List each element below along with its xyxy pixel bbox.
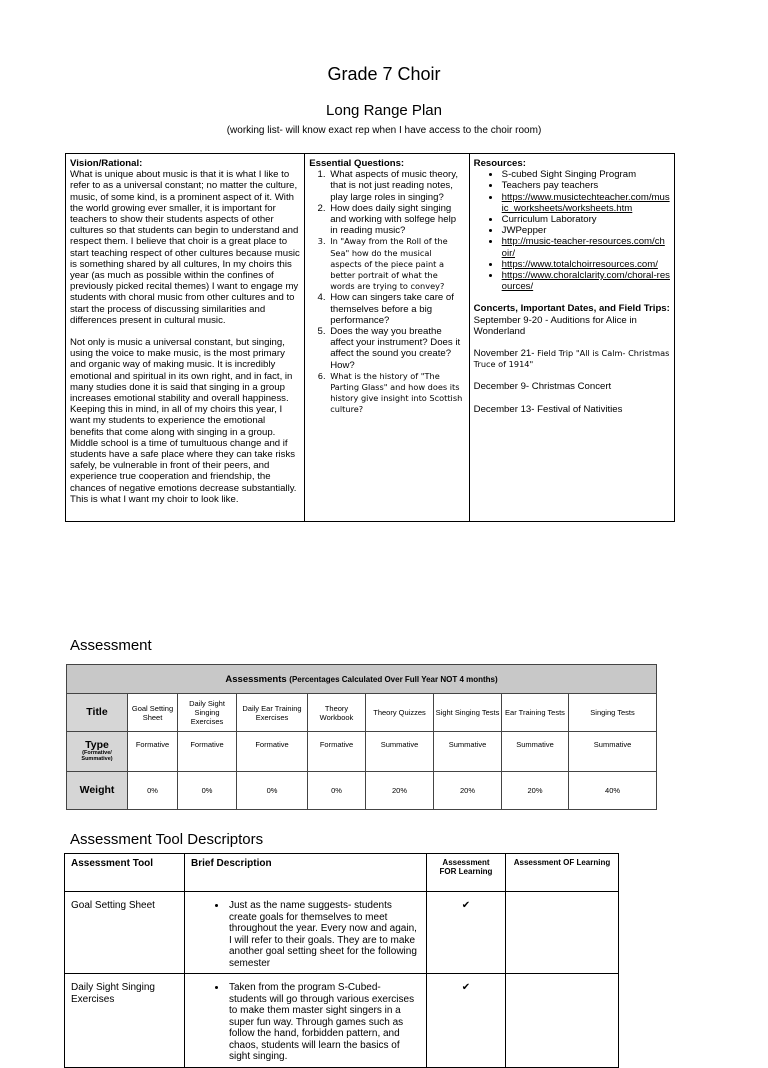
tool-of-cell	[506, 974, 619, 1068]
question-item: 1. What aspects of music theory, that is not just reading notes, play large roles in singing?	[328, 169, 464, 203]
tool-name-cell: Goal Setting Sheet	[65, 892, 185, 974]
tool-description: • Just as the name suggests- students create goals for themselves to meet throughout the year. Every now and again, I will refer to their goals. They are to make another goal setting sheet for the following semester	[227, 900, 420, 969]
assessment-title-cell: Theory Workbook	[308, 694, 366, 732]
resource-link[interactable]: https://www.choralclarity.com/choral-resources/	[501, 270, 670, 293]
row-label-type-text: Type	[85, 738, 109, 751]
resource-item: • Teachers pay teachers	[501, 180, 670, 191]
assessment-title-cell: Theory Quizzes	[366, 694, 434, 732]
assessment-type-cell: Summative	[434, 732, 502, 772]
assessment-title-cell: Daily Ear Training Exercises	[237, 694, 308, 732]
vision-paragraph-2: Not only is music a universal constant, but singing, using the voice to make music, is the most primary and organic way of making music. It is incredibly emotional and spiritual in its own right, and in fact, in many studies done it is said that singing in a group increases emotional stability and overall happiness. Keeping this in mind, in all of my choirs this year, I want my students to experience the emotional benefits that come along with singing in a group. Middle school is a time of tumultuous change and if students have a safe place where they can take risks safely, be vulnerable in front of their peers, and experience true cooperation and friendship, the chances of negative emotions decrease substantially. This is what I want my choir to look like.	[70, 337, 297, 505]
assessment-type-cell: Summative	[366, 732, 434, 772]
assessment-type-cell: Formative	[128, 732, 178, 772]
tool-of-cell	[506, 892, 619, 974]
header-brief-description: Brief Description	[185, 854, 427, 892]
assessment-table-note: (Percentages Calculated Over Full Year NOT 4 months)	[289, 674, 498, 684]
assessment-weight-cell: 20%	[502, 772, 569, 810]
page-title: Grade 7 Choir	[327, 64, 441, 84]
resource-link[interactable]: https://www.musictechteacher.com/music_worksheets/worksheets.htm	[501, 191, 670, 214]
assessment-section-title: Assessment	[70, 637, 152, 654]
assessment-weight-cell: 0%	[237, 772, 308, 810]
resources-column	[470, 154, 674, 521]
page-subtitle: Long Range Plan	[326, 102, 442, 119]
question-item: 4. How can singers take care of themselves before a big performance?	[328, 292, 464, 326]
assessment-table-header	[67, 665, 657, 694]
descriptors-table	[64, 853, 619, 1068]
vision-paragraph-1: What is unique about music is that it is what I like to refer to as a universal constant; no matter the culture, music, of some kind, is a prominent aspect of it. With the world growing ever smaller, it is important for teachers to show their students aspects of other cultures so that students can begin to understand and respect them. I believe that choir is a great place to start teaching respect of other cultures because music is something shared by all cultures, In my choirs this year (as much as possible within the confines of previously picked recital themes) I want to engage my students with choral music from other cultures and to start the process of discussing similarities and differences present in cultural music.	[70, 169, 300, 326]
assessment-weight-cell: 20%	[366, 772, 434, 810]
vision-heading: Vision/Rational:	[70, 158, 143, 169]
assessment-type-cell: Formative	[237, 732, 308, 772]
date-item-event: Field Trip "All is Calm- Christmas Truce of 1914"	[473, 348, 670, 370]
resource-item: • S-cubed Sight Singing Program	[501, 169, 670, 180]
assessment-type-cell: Summative	[502, 732, 569, 772]
date-item: September 9-20 - Auditions for Alice in Wonderland	[473, 314, 637, 337]
tool-description: • Taken from the program S-Cubed- students will go through various exercises to make them master sight singers in a super fun way. Through games such as follow the hand, forbidden pattern, and chaos, students will learn the basics of sight singing.	[227, 982, 420, 1063]
dates-heading: Concerts, Important Dates, and Field Trips:	[473, 303, 670, 315]
plan-table	[65, 153, 675, 522]
header-assessment-tool: Assessment Tool	[65, 854, 185, 892]
assessment-title-cell: Goal Setting Sheet	[128, 694, 178, 732]
questions-column	[305, 154, 469, 521]
resource-item: • JWPepper	[501, 225, 670, 236]
row-label-title: Title	[67, 694, 128, 732]
row-label-weight: Weight	[67, 772, 128, 810]
resource-link[interactable]: http://music-teacher-resources.com/choir/	[501, 236, 665, 259]
checkmark-icon: ✔	[427, 892, 506, 974]
question-item: 2. How does daily sight singing and working with solfege help in reading music?	[328, 203, 464, 237]
page-note: (working list- will know exact rep when I have access to the choir room)	[226, 125, 542, 136]
date-item-field-trip	[474, 348, 670, 370]
question-item: 5. Does the way you breathe affect your instrument? Does it affect the sound you create? How?	[328, 326, 464, 371]
assessment-weight-cell: 0%	[128, 772, 178, 810]
header-assessment-for: Assessment FOR Learning	[427, 854, 506, 892]
vision-column	[66, 154, 305, 521]
date-item: December 13- Festival of Nativities	[473, 403, 623, 415]
assessment-type-cell: Formative	[308, 732, 366, 772]
row-label-type	[67, 732, 128, 772]
tool-description-cell	[185, 974, 427, 1068]
date-item: December 9- Christmas Concert	[473, 381, 612, 393]
assessment-title-cell: Sight Singing Tests	[434, 694, 502, 732]
row-label-type-note: (Formative/ Summative)	[81, 749, 113, 762]
resources-heading: Resources:	[473, 158, 526, 169]
assessment-weight-cell: 20%	[434, 772, 502, 810]
tool-description-cell	[185, 892, 427, 974]
tool-name-cell: Daily Sight Singing Exercises	[65, 974, 185, 1068]
question-item: 3. In "Away from the Roll of the Sea" how do the musical aspects of the piece paint a better portrait of what the words are trying to convey?	[328, 236, 464, 292]
header-assessment-of: Assessment OF Learning	[506, 854, 619, 892]
assessment-title-cell: Ear Training Tests	[502, 694, 569, 732]
date-item-date: November 21-	[473, 348, 538, 360]
resource-link[interactable]: https://www.totalchoirresources.com/	[501, 258, 658, 270]
resource-item: • Curriculum Laboratory	[501, 214, 670, 225]
assessment-weight-cell: 40%	[569, 772, 657, 810]
assessment-table	[66, 664, 657, 810]
assessment-table-title: Assessments	[225, 673, 287, 685]
question-item: 6. What is the history of "The Parting Glass" and how does its history give insight into Scottish culture?	[328, 371, 464, 416]
descriptors-section-title: Assessment Tool Descriptors	[70, 831, 264, 848]
assessment-type-cell: Formative	[178, 732, 237, 772]
assessment-title-cell: Singing Tests	[569, 694, 657, 732]
questions-heading: Essential Questions:	[309, 158, 405, 169]
assessment-weight-cell: 0%	[178, 772, 237, 810]
checkmark-icon: ✔	[427, 974, 506, 1068]
assessment-type-cell: Summative	[569, 732, 657, 772]
assessment-title-cell: Daily Sight Singing Exercises	[178, 694, 237, 732]
assessment-weight-cell: 0%	[308, 772, 366, 810]
questions-list	[309, 169, 464, 415]
resources-list	[474, 169, 670, 292]
